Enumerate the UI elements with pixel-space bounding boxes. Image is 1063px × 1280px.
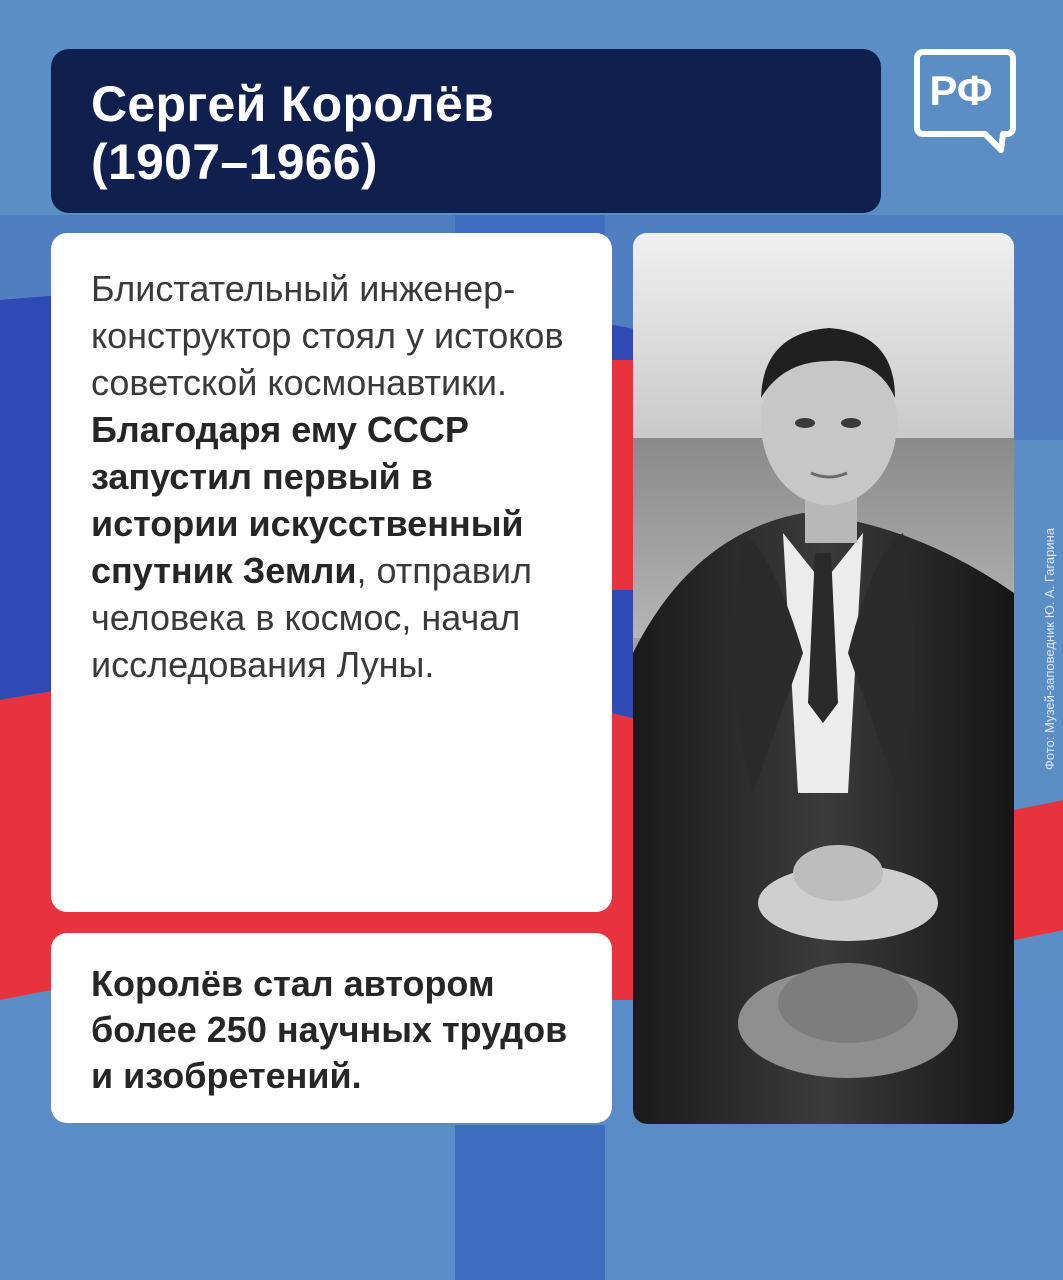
description-highlight: Благодаря ему СССР запустил первый в истории искусственный спутник Земли (91, 409, 524, 591)
fact-text: Королёв стал автором более 250 научных трудов и изобретений. (91, 963, 568, 1096)
logo-text: РФ (929, 67, 993, 114)
portrait-illustration (633, 233, 1014, 1124)
photo-credit: Фото: Музей-заповедник Ю. А. Гагарина (1042, 527, 1057, 770)
title-banner (51, 49, 881, 213)
rf-logo (913, 46, 1017, 156)
description-intro: Блистательный инженер-конструктор стоял у истоков советской космонавтики. (91, 268, 564, 403)
life-years: (1907–1966) (91, 134, 378, 190)
description-card (51, 233, 612, 912)
description-text (91, 265, 582, 688)
page-title: Сергей Королёв (91, 76, 495, 132)
fact-card (51, 933, 612, 1123)
description-rest: , отправил человека в космос, начал исследования Луны. (91, 550, 532, 685)
portrait-photo (633, 233, 1014, 1124)
